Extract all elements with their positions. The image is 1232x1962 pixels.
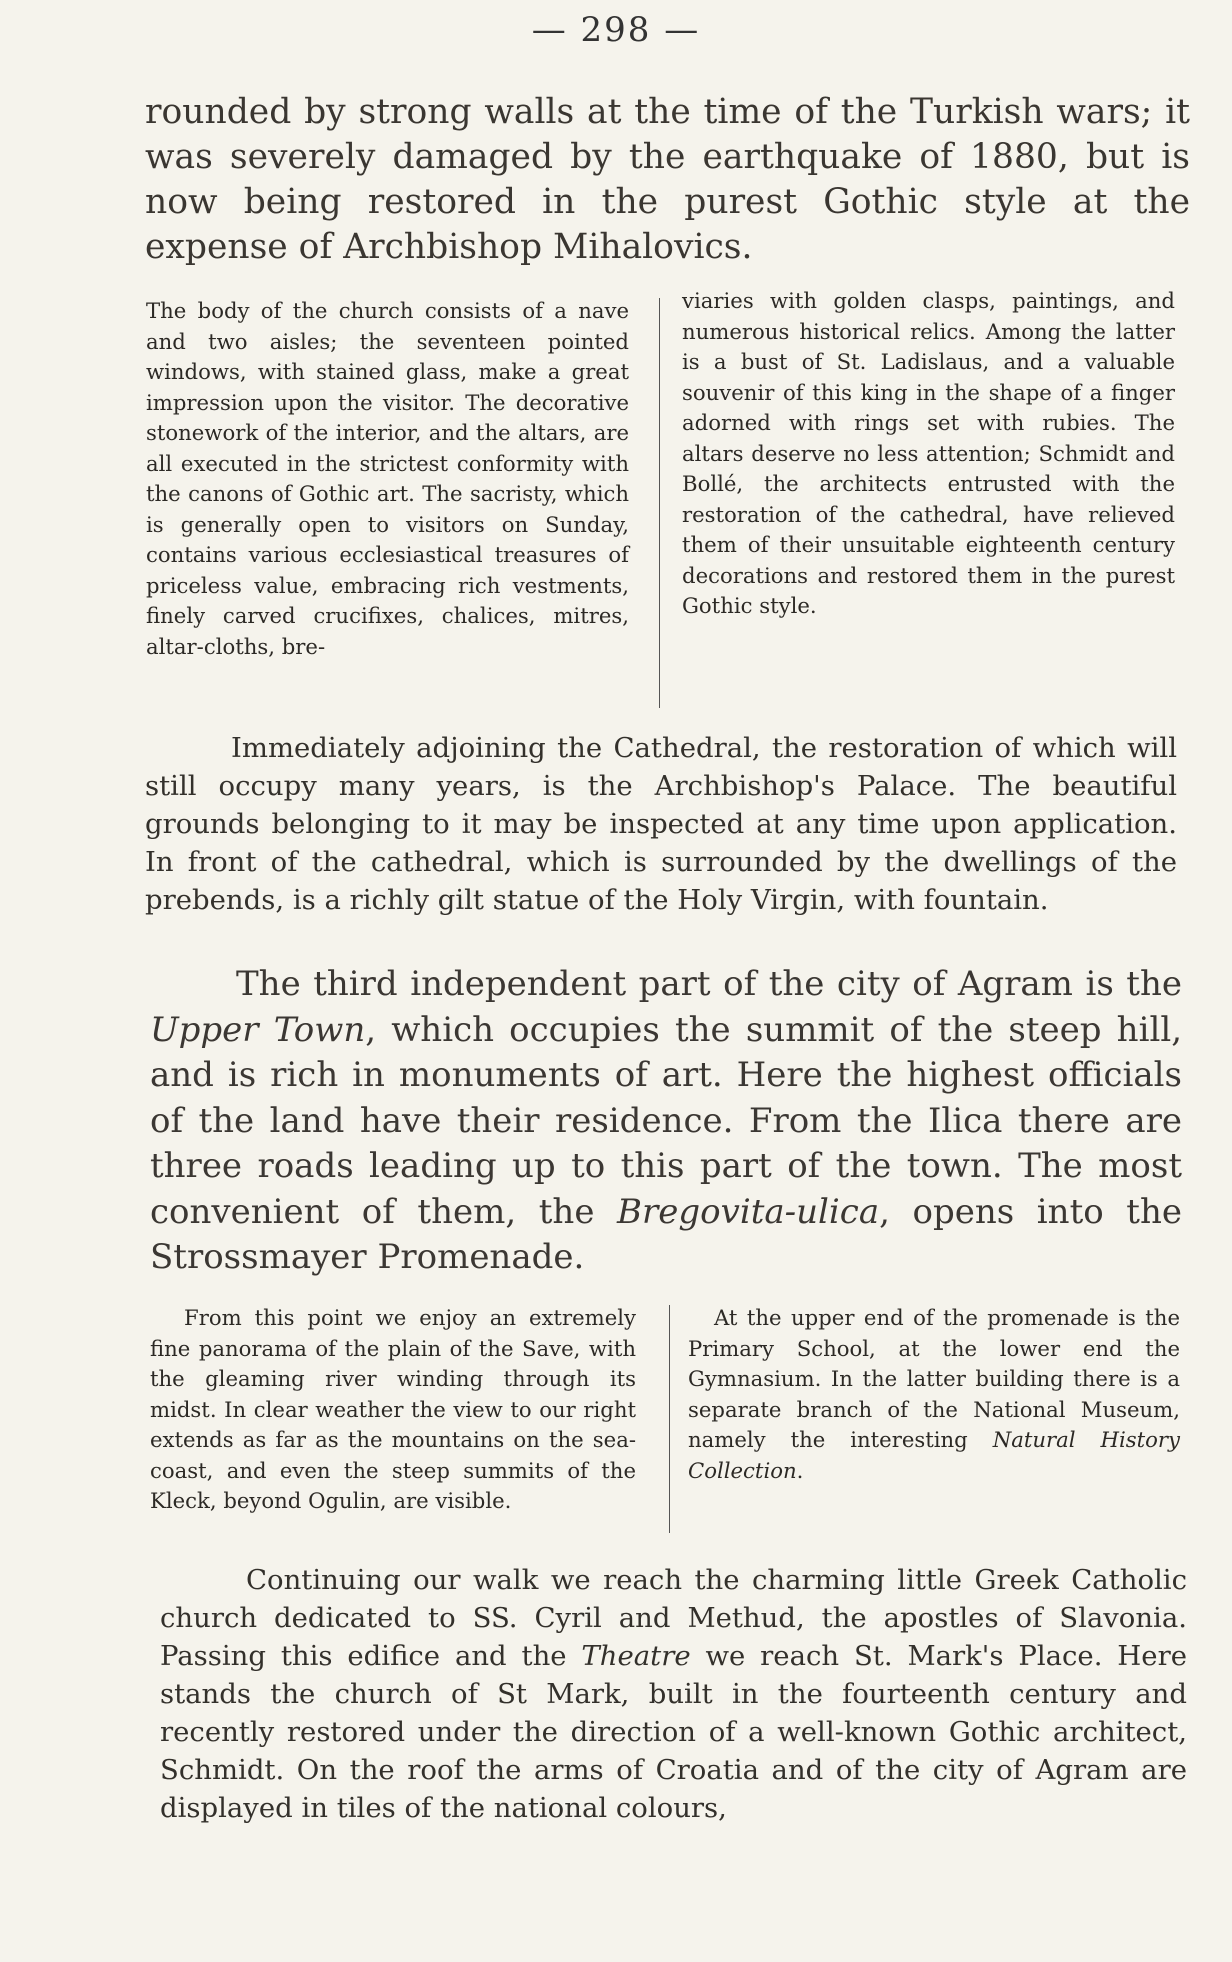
paragraph-upper-town	[150, 962, 1182, 1281]
page-number: — 298 —	[531, 10, 701, 50]
paragraph-st-mark-text-2: we reach St. Mark's Place. Here stands the church of St Mark, built in the fourteenth century and recently restored under the direction of a well-known Gothic architect, Schmidt. On the roof the arms of Croatia and of the city of Agram are displayed in tiles of the national colours,	[160, 1640, 1187, 1824]
intro-paragraph: rounded by strong walls at the time of the Turkish wars; it was severely damaged by the earthquake of 1880, but is now being restored in the purest Gothic style at the expense of Archbishop Mihalovics.	[145, 92, 1190, 267]
paragraph-st-mark-text-1: Continuing our walk we reach the charming little Greek Catholic church dedicated to SS. Cyril and Methud, the apostles of Slavonia. Passing this edifice and the	[160, 1564, 1187, 1672]
cols2-left-column: From this point we enjoy an extremely fine panorama of the plain of the Save, with the gleaming river winding through its midst. In clear weather the view to our right extends as far as the mountains on the sea-coast, and even the steep summits of the Kleck, beyond Ogulin, are visible.	[150, 1305, 636, 1513]
upper-town-term: Upper Town	[150, 1009, 366, 1050]
cols1-right-column: viaries with golden clasps, paintings, and numerous historical relics. Among the latter is a bust of St. Ladislaus, and a valuable souvenir of this king in the shape of a finger adorned with rings set with rubies. The altars deserve no less attention; Schmidt and Bollé, the architects entrusted with the restoration of the cathedral, have relieved them of their unsuitable eighteenth century decorations and restored them in the purest Gothic style.	[682, 288, 1175, 618]
cols2-right-column	[688, 1303, 1180, 1486]
bregovita-ulica-term: Bregovita-ulica	[617, 1191, 880, 1232]
natural-history-collection-term: Natural History Collection	[688, 1427, 1180, 1483]
paragraph-palace: Immediately adjoining the Cathedral, the restoration of which will still occupy many years, is the Archbishop's Palace. The beautiful grounds belonging to it may be inspected at any time upon application. In front of the cathedral, which is surrounded by the dwellings of the prebends, is a richly gilt statue of the Holy Virgin, with fountain.	[145, 732, 1177, 916]
paragraph-upper-town-text-2: , which occupies the summit of the steep hill, and is rich in monuments of art. Here the highest officials of the land have their residence. From the Ilica there are three roads leading up to this part of the town. The most convenient of them, the	[150, 1009, 1183, 1232]
cols1-left-column: The body of the church consists of a nave and two aisles; the seventeen pointed windows, with stained glass, make a great impression upon the visitor. The decorative stonework of the interior, and the altars, are all executed in the strictest conformity with the canons of Gothic art. The sacristy, which is generally open to visitors on Sunday, contains various ecclesiastical treasures of priceless value, embracing rich vestments, finely carved crucifixes, chalices, mitres, altar-cloths, bre-	[146, 298, 629, 659]
paragraph-upper-town-text-1: The third independent part of the city of Agram is the	[236, 964, 1182, 1004]
cols2-right-text-2: .	[796, 1457, 804, 1483]
cols2-right-text-1: At the upper end of the promenade is the Primary School, at the lower end the Gymnasium. In the latter building there is a separate branch of the National Museum, namely the interesting	[688, 1305, 1180, 1452]
paragraph-st-mark	[160, 1561, 1187, 1827]
paragraph-upper-town-text-3: , opens into the Strossmayer Promenade.	[150, 1191, 1182, 1277]
column-divider	[669, 1305, 670, 1533]
column-divider	[659, 298, 660, 708]
theatre-term: Theatre	[581, 1640, 691, 1672]
